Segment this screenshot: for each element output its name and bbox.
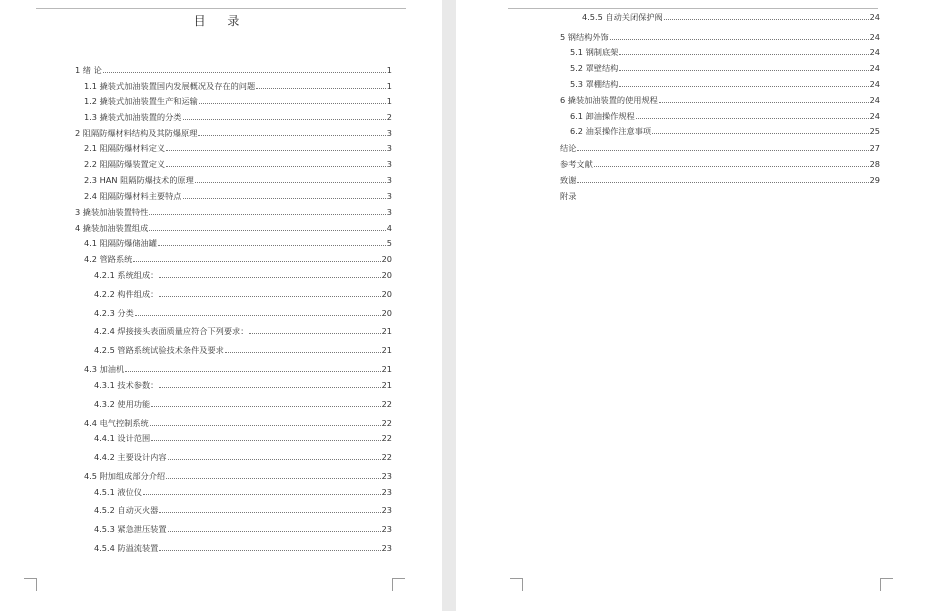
toc-entry-title: 3 撬装加油装置特性 (75, 207, 149, 217)
toc-entry-title: 1 绪 论 (75, 65, 102, 75)
toc-entry-page-number: 23 (381, 471, 392, 481)
toc-leader-dots (249, 333, 380, 334)
toc-entry-page-number: 22 (381, 452, 392, 462)
toc-entry-title: 4.3 加油机 (84, 364, 125, 374)
toc-entry-title: 4.2 管路系统 (84, 254, 133, 264)
toc-entry-page-number: 24 (869, 47, 880, 57)
toc-entry[interactable] (560, 159, 880, 169)
document-page-right (456, 0, 936, 611)
toc-entry-title: 4.5.5 自动关闭保护阀 (582, 12, 663, 22)
toc-entry-page-number: 27 (869, 143, 880, 153)
toc-entry-page-number: 3 (386, 143, 392, 153)
toc-entry[interactable] (84, 81, 392, 91)
toc-entry-title: 4.2.4 焊接接头表面质量应符合下列要求： (94, 326, 249, 336)
toc-entry[interactable] (94, 524, 392, 534)
toc-entry[interactable] (570, 126, 880, 136)
toc-entry[interactable] (560, 95, 880, 105)
toc-entry[interactable] (570, 79, 880, 89)
toc-entry[interactable] (570, 111, 880, 121)
toc-leader-dots (225, 352, 381, 353)
toc-entry-title: 2 阻隔防爆材料结构及其防爆原理 (75, 128, 198, 138)
toc-entry-page-number: 22 (381, 399, 392, 409)
toc-leader-dots (151, 440, 380, 441)
toc-entry[interactable] (94, 543, 392, 553)
toc-leader-dots (659, 102, 869, 103)
toc-leader-dots (159, 512, 380, 513)
toc-entry-title: 6.2 油泵操作注意事项 (570, 126, 652, 136)
toc-leader-dots (183, 119, 386, 120)
toc-entry-page-number: 21 (381, 345, 392, 355)
toc-entry[interactable] (84, 364, 392, 374)
toc-leader-dots (577, 182, 868, 183)
toc-entry[interactable] (94, 326, 392, 336)
toc-entry-page-number: 24 (869, 111, 880, 121)
toc-entry-page-number: 28 (869, 159, 880, 169)
toc-entry-title: 4.5 附加组成部分介绍 (84, 471, 166, 481)
toc-entry-title: 4.4.2 主要设计内容 (94, 452, 167, 462)
toc-entry-page-number: 24 (869, 95, 880, 105)
toc-leader-dots (619, 54, 868, 55)
toc-leader-dots (652, 133, 868, 134)
toc-leader-dots (149, 230, 385, 231)
toc-entry-page-number: 20 (381, 289, 392, 299)
crop-mark-bottom-left (24, 578, 37, 591)
toc-leader-dots (664, 19, 869, 20)
toc-entry-title: 2.2 阻隔防爆装置定义 (84, 159, 166, 169)
toc-leader-dots (159, 550, 380, 551)
toc-entry[interactable] (75, 128, 392, 138)
toc-entry-title: 4 撬装加油装置组成 (75, 223, 149, 233)
crop-mark-bottom-right (880, 578, 893, 591)
toc-entry-title: 4.5.4 防溢流装置 (94, 543, 159, 553)
toc-entry-title: 4.3.2 使用功能 (94, 399, 151, 409)
crop-mark-bottom-left (510, 578, 523, 591)
toc-title: 目 录 (193, 14, 249, 28)
toc-entry[interactable] (94, 487, 392, 497)
toc-leader-dots (143, 494, 381, 495)
toc-leader-dots (198, 135, 385, 136)
toc-entry-title: 5 钢结构外饰 (560, 32, 609, 42)
toc-entry-page-number: 23 (381, 487, 392, 497)
toc-entry-title: 6.1 卸油操作规程 (570, 111, 635, 121)
toc-entry-page-number: 24 (869, 12, 880, 22)
toc-entry-page-number: 5 (386, 238, 392, 248)
toc-entry[interactable] (94, 289, 392, 299)
toc-entry[interactable] (560, 143, 880, 153)
toc-leader-dots (159, 277, 380, 278)
toc-entry-title: 附录 (560, 191, 577, 201)
toc-entry-page-number: 21 (381, 364, 392, 374)
toc-entry[interactable] (84, 254, 392, 264)
toc-entry-page-number: 24 (869, 32, 880, 42)
toc-entry-page-number: 21 (381, 326, 392, 336)
toc-entry-page-number: 22 (381, 433, 392, 443)
toc-entry-title: 2.1 阻隔防爆材料定义 (84, 143, 166, 153)
toc-entry-title: 4.5.3 紧急泄压装置 (94, 524, 167, 534)
toc-entry-title: 4.4.1 设计范围 (94, 433, 151, 443)
toc-entry[interactable] (75, 65, 392, 75)
toc-entry[interactable] (75, 207, 392, 217)
toc-entry[interactable] (94, 399, 392, 409)
toc-entry[interactable] (84, 143, 392, 153)
toc-leader-dots (166, 166, 386, 167)
toc-entry-page-number: 20 (381, 270, 392, 280)
toc-entry[interactable] (560, 32, 880, 42)
toc-entry-title: 1.3 撬装式加油装置的分类 (84, 112, 182, 122)
page-top-border (508, 8, 878, 9)
toc-entry[interactable] (560, 175, 880, 185)
toc-leader-dots (103, 72, 386, 73)
toc-leader-dots (256, 88, 386, 89)
toc-entry-title: 4.2.3 分类 (94, 308, 134, 318)
page-top-border (36, 8, 406, 9)
toc-entry[interactable] (75, 223, 392, 233)
toc-entry-page-number: 3 (386, 175, 392, 185)
toc-leader-dots (168, 459, 381, 460)
toc-entry-page-number: 23 (381, 524, 392, 534)
toc-entry-title: 结论 (560, 143, 577, 153)
toc-entry-page-number: 23 (381, 543, 392, 553)
toc-leader-dots (133, 261, 380, 262)
toc-leader-dots (610, 39, 869, 40)
toc-entry-title: 4.3.1 技术参数： (94, 380, 159, 390)
toc-leader-dots (168, 531, 381, 532)
toc-entry-title: 4.5.1 液位仪 (94, 487, 142, 497)
toc-entry[interactable] (94, 380, 392, 390)
toc-entry[interactable] (560, 191, 576, 201)
toc-entry-title: 4.4 电气控制系统 (84, 418, 149, 428)
toc-leader-dots (158, 245, 386, 246)
toc-leader-dots (125, 371, 380, 372)
toc-entry-page-number: 3 (386, 159, 392, 169)
toc-leader-dots (166, 478, 380, 479)
toc-entry-page-number: 22 (381, 418, 392, 428)
toc-leader-dots (150, 425, 381, 426)
toc-entry[interactable] (84, 96, 392, 106)
toc-entry-title: 5.3 罩棚结构 (570, 79, 619, 89)
toc-leader-dots (636, 118, 869, 119)
toc-entry[interactable] (94, 452, 392, 462)
toc-entry-page-number: 3 (386, 207, 392, 217)
toc-entry-title: 4.1 阻隔防爆储油罐 (84, 238, 157, 248)
toc-entry-page-number: 20 (381, 308, 392, 318)
toc-leader-dots (183, 198, 386, 199)
toc-leader-dots (151, 406, 380, 407)
toc-entry-title: 5.1 钢制底架 (570, 47, 619, 57)
toc-entry-page-number: 1 (386, 65, 392, 75)
toc-entry[interactable] (84, 418, 392, 428)
toc-entry-page-number: 23 (381, 505, 392, 515)
toc-leader-dots (166, 150, 386, 151)
toc-entry-page-number: 24 (869, 63, 880, 73)
toc-entry[interactable] (84, 175, 392, 185)
toc-entry[interactable] (84, 238, 392, 248)
toc-entry-page-number: 1 (386, 81, 392, 91)
toc-leader-dots (619, 70, 868, 71)
toc-entry-title: 4.5.2 自动灭火器 (94, 505, 159, 515)
toc-entry-title: 参考文献 (560, 159, 593, 169)
toc-entry[interactable] (84, 191, 392, 201)
toc-entry-page-number: 24 (869, 79, 880, 89)
toc-entry-title: 2.4 阻隔防爆材料主要特点 (84, 191, 182, 201)
toc-entry[interactable] (84, 471, 392, 481)
toc-entry[interactable] (94, 505, 392, 515)
toc-entry-title: 2.3 HAN 阻隔防爆技术的原理 (84, 175, 194, 185)
toc-entry-page-number: 4 (386, 223, 392, 233)
toc-leader-dots (135, 315, 381, 316)
toc-leader-dots (159, 296, 380, 297)
toc-leader-dots (195, 182, 386, 183)
toc-entry-title: 6 撬装加油装置的使用规程 (560, 95, 658, 105)
toc-entry[interactable] (94, 308, 392, 318)
toc-leader-dots (619, 86, 868, 87)
toc-leader-dots (149, 214, 385, 215)
toc-entry[interactable] (94, 433, 392, 443)
toc-entry-title: 致谢 (560, 175, 577, 185)
toc-entry[interactable] (570, 63, 880, 73)
toc-leader-dots (594, 166, 869, 167)
toc-entry-title: 4.2.5 管路系统试验技术条件及要求 (94, 345, 224, 355)
toc-leader-dots (199, 103, 386, 104)
toc-entry-page-number: 3 (386, 191, 392, 201)
toc-entry-title: 1.2 撬装式加油装置生产和运输 (84, 96, 198, 106)
toc-leader-dots (159, 387, 380, 388)
document-page-left (0, 0, 442, 611)
toc-entry-page-number: 2 (386, 112, 392, 122)
crop-mark-bottom-right (392, 578, 405, 591)
toc-entry[interactable] (94, 270, 392, 280)
toc-entry-page-number: 21 (381, 380, 392, 390)
toc-entry-title: 5.2 罩壁结构 (570, 63, 619, 73)
toc-entry-title: 1.1 撬装式加油装置国内发展概况及存在的问题 (84, 81, 256, 91)
toc-entry-page-number: 20 (381, 254, 392, 264)
toc-entry[interactable] (570, 47, 880, 57)
toc-entry-title: 4.2.2 构件组成： (94, 289, 159, 299)
toc-entry[interactable] (94, 345, 392, 355)
toc-entry-page-number: 25 (869, 126, 880, 136)
toc-entry-page-number: 1 (386, 96, 392, 106)
toc-leader-dots (577, 150, 868, 151)
toc-entry[interactable] (84, 112, 392, 122)
toc-entry[interactable] (84, 159, 392, 169)
toc-entry-page-number: 3 (386, 128, 392, 138)
toc-entry-title: 4.2.1 系统组成： (94, 270, 159, 280)
toc-entry[interactable] (582, 12, 880, 22)
toc-entry-page-number: 29 (869, 175, 880, 185)
